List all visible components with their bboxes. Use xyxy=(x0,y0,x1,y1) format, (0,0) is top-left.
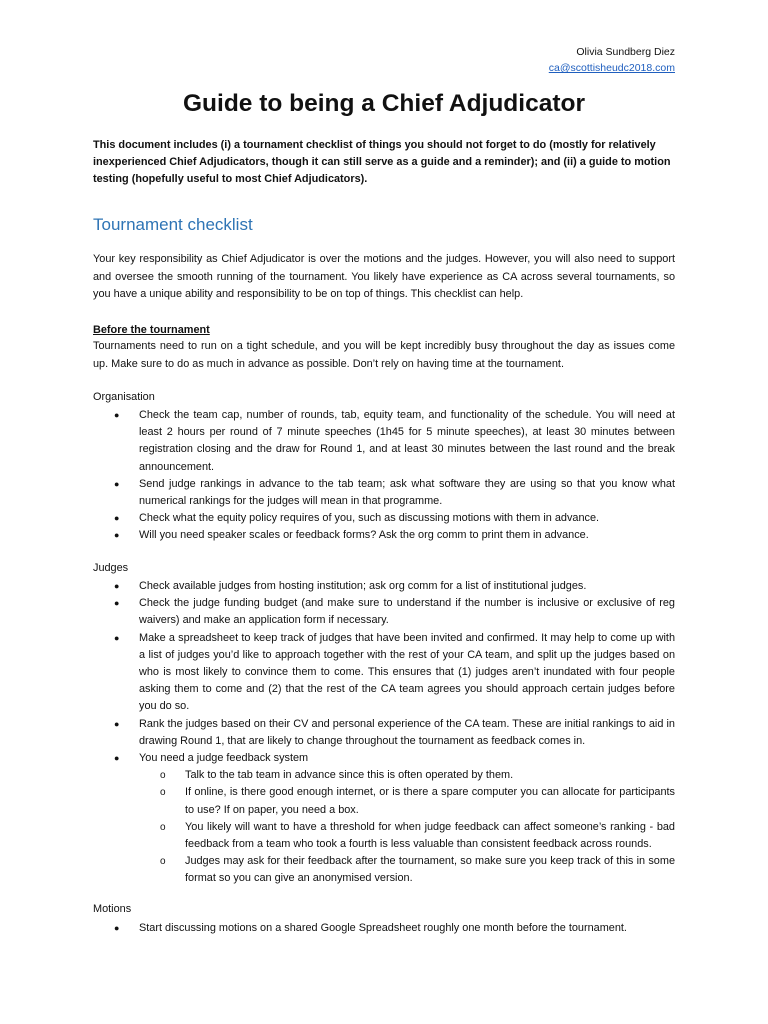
list-item: ● Check the judge funding budget (and make sure to understand if the number is inclusive or exclusive of reg waivers) and make an application form if necessary. xyxy=(110,595,675,629)
checklist-intro-paragraph: Your key responsibility as Chief Adjudicator is over the motions and the judges. However, you will also need to support and oversee the smooth running of the tournament. You likely have experience as CA across several tournaments, so you have a unique ability and responsibility to be on top of things. This checklist can help. xyxy=(93,253,675,300)
before-tournament-heading: Before the tournament xyxy=(93,324,210,336)
sublist-item: o If online, is there good enough internet, or is there a spare computer you can allocate for participants to use? If on paper, you need a box. xyxy=(139,784,675,818)
sublist-item: o You likely will want to have a threshold for when judge feedback can affect someone’s ranking - bad feedback from a team who took a fourth is less valuable than consistent feedback across rounds. xyxy=(139,819,675,853)
feedback-sublist xyxy=(139,767,675,887)
list-item: ● Check available judges from hosting institution; ask org comm for a list of institutional judges. xyxy=(110,578,675,595)
section-heading-tournament-checklist: Tournament checklist xyxy=(93,215,253,234)
organisation-list xyxy=(110,407,675,545)
organisation-label: Organisation xyxy=(93,391,155,403)
email-link[interactable]: ca@scottisheudc2018.com xyxy=(548,62,675,74)
list-item: ● Rank the judges based on their CV and personal experience of the CA team. These are initial rankings to aid in drawing Round 1, that are likely to change throughout the tournament as feedback comes in. xyxy=(110,716,675,750)
list-item: ● Check what the equity policy requires of you, such as discussing motions with them in advance. xyxy=(110,510,675,527)
sublist-item: o Judges may ask for their feedback after the tournament, so make sure you keep track of this in some format so you can give an anonymised version. xyxy=(139,853,675,887)
author-name: Olivia Sundberg Diez xyxy=(576,46,675,58)
judges-label: Judges xyxy=(93,562,129,574)
list-item-feedback-system xyxy=(110,750,675,888)
page-title: Guide to being a Chief Adjudicator xyxy=(183,90,585,117)
list-item: ● Start discussing motions on a shared Google Spreadsheet roughly one month before the tournament. xyxy=(110,920,675,937)
list-item: ● Check the team cap, number of rounds, tab, equity team, and functionality of the schedule. You will need at least 2 hours per round of 7 minute speeches (1h45 for 5 minute speeches), at least 30 minutes between registration closing and the draw for Round 1, and at least 30 minutes between the last round and the break announcement. xyxy=(110,407,675,476)
list-item: ● Make a spreadsheet to keep track of judges that have been invited and confirmed. It may help to come up with a list of judges you’d like to approach together with the rest of your CA team, and split up the judges based on who is most likely to convince them to come. This ensures that (1) judges aren’t inundated with four people asking them to come and (2) that the rest of the CA team agrees you should approach certain judges before you do so. xyxy=(110,630,675,716)
list-item-label: You need a judge feedback system xyxy=(139,752,309,765)
judges-list xyxy=(110,578,675,888)
author-block xyxy=(549,44,675,76)
list-item: ● Send judge rankings in advance to the tab team; ask what software they are using so that you know what numerical rankings for the judges will mean in that programme. xyxy=(110,476,675,510)
motions-list xyxy=(110,920,675,937)
list-item: ● Will you need speaker scales or feedback forms? Ask the org comm to print them in advance. xyxy=(110,527,675,544)
motions-label: Motions xyxy=(93,903,132,915)
intro-paragraph: This document includes (i) a tournament checklist of things you should not forget to do (mostly for relatively inexperienced Chief Adjudicators, though it can still serve as a guide and a reminder); and (ii) a guide to motion testing (hopefully useful to most Chief Adjudicators). xyxy=(93,139,671,185)
before-tournament-paragraph: Tournaments need to run on a tight schedule, and you will be kept incredibly busy throughout the day as issues come up. Make sure to do as much in advance as possible. Don’t rely on having time at the tournament. xyxy=(93,340,675,370)
sublist-item: o Talk to the tab team in advance since this is often operated by them. xyxy=(139,767,675,784)
